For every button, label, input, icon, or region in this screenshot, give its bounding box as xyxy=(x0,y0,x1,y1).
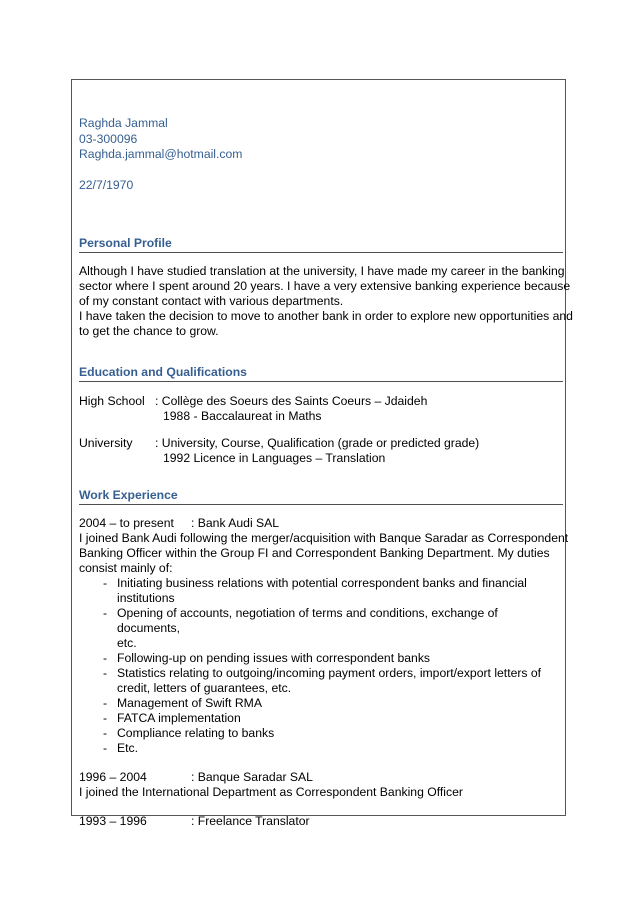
duty-item: - Following-up on pending issues with correspondent banks xyxy=(102,651,431,665)
job-freelance xyxy=(79,814,563,829)
education-key: University xyxy=(79,436,133,450)
job-desc-line: I joined Bank Audi following the merger/acquisition with Banque Saradar as Correspondent xyxy=(79,531,569,545)
education-detail: : University, Course, Qualification (grade or predicted grade) xyxy=(155,436,480,450)
contact-block xyxy=(79,116,563,193)
duty-item: - Statistics relating to outgoing/incoming payment orders, import/export letters of credit, letters of guarantees, etc. xyxy=(102,666,542,695)
contact-phone: 03-300096 xyxy=(79,131,138,146)
duty-item: - Compliance relating to banks xyxy=(102,726,275,740)
duty-item: - Management of Swift RMA xyxy=(102,696,262,710)
education-item-highschool xyxy=(79,394,563,424)
profile-line: to get the chance to grow. xyxy=(79,324,219,338)
job-period: 2004 – to present xyxy=(79,516,174,530)
contact-email: Raghda.jammal@hotmail.com xyxy=(79,147,243,161)
job-banque-saradar xyxy=(79,770,563,800)
section-heading-work: Work Experience xyxy=(79,488,563,505)
profile-line: I have taken the decision to move to another bank in order to explore new opportunities and xyxy=(79,309,573,323)
education-key: High School xyxy=(79,394,145,408)
profile-text xyxy=(79,264,573,339)
section-heading-profile: Personal Profile xyxy=(79,236,563,253)
education-detail: : Collège des Soeurs des Saints Coeurs – Jdaideh xyxy=(155,394,428,408)
education-detail: 1988 - Baccalaureat in Maths xyxy=(163,409,322,423)
job-desc-line: Banking Officer within the Group FI and Correspondent Banking Department. My duties xyxy=(79,546,550,560)
job-bank-audi xyxy=(79,516,569,756)
job-desc-line: consist mainly of: xyxy=(79,561,173,575)
cv-document xyxy=(79,116,573,829)
job-desc-line: I joined the International Department as Correspondent Banking Officer xyxy=(79,785,463,799)
contact-dob: 22/7/1970 xyxy=(79,177,134,192)
profile-line: Although I have studied translation at the university, I have made my career in the banking xyxy=(79,264,565,278)
duty-item: - Opening of accounts, negotiation of terms and conditions, exchange of documents, etc. xyxy=(102,606,498,650)
section-heading-education: Education and Qualifications xyxy=(79,365,563,382)
job-period: 1996 – 2004 xyxy=(79,770,147,784)
duty-item: - FATCA implementation xyxy=(102,711,241,725)
job-employer: : Freelance Translator xyxy=(191,814,310,828)
job-employer: : Bank Audi SAL xyxy=(191,516,280,530)
profile-line: sector where I spent around 20 years. I have a very extensive banking experience because xyxy=(79,279,571,293)
job-period: 1993 – 1996 xyxy=(79,814,147,828)
duty-item: - Initiating business relations with potential correspondent banks and financial institutions xyxy=(102,576,527,605)
duty-item: - Etc. xyxy=(102,741,138,755)
education-item-university xyxy=(79,436,563,466)
education-detail: 1992 Licence in Languages – Translation xyxy=(163,451,386,465)
contact-name: Raghda Jammal xyxy=(79,116,168,130)
profile-line: of my constant contact with various departments. xyxy=(79,294,344,308)
job-employer: : Banque Saradar SAL xyxy=(191,770,313,784)
